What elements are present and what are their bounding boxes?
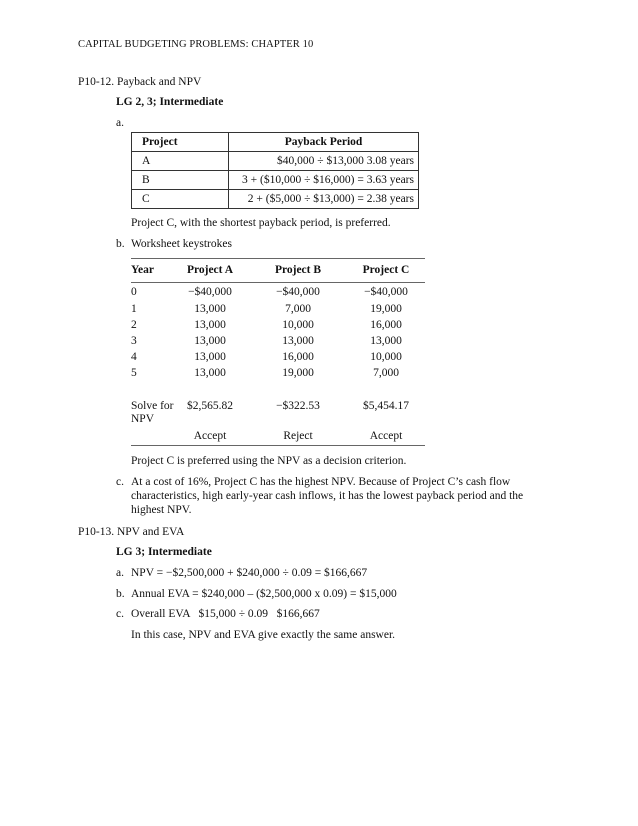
p13-part-a-label: a. bbox=[116, 567, 124, 579]
worksheet-top-rule bbox=[131, 258, 425, 259]
worksheet-header-rule bbox=[131, 282, 425, 283]
p13-part-b-label: b. bbox=[116, 588, 125, 600]
worksheet-project-b-cell: 16,000 bbox=[282, 351, 314, 363]
worksheet-year-cell: 2 bbox=[131, 319, 137, 331]
worksheet-project-c-cell: 10,000 bbox=[370, 351, 402, 363]
worksheet-npv-project-a: $2,565.82 bbox=[187, 400, 233, 412]
learning-goal-p10-13: LG 3; Intermediate bbox=[116, 546, 212, 558]
worksheet-project-a-cell: 13,000 bbox=[194, 335, 226, 347]
worksheet-project-c-cell: 7,000 bbox=[373, 367, 399, 379]
worksheet-bottom-rule bbox=[131, 445, 425, 446]
worksheet-project-b-cell: 19,000 bbox=[282, 367, 314, 379]
worksheet-header-project-c: Project C bbox=[362, 264, 410, 276]
part-c-label: c. bbox=[116, 476, 124, 488]
worksheet-header-project-b: Project B bbox=[274, 264, 322, 276]
part-b-conclusion: Project C is preferred using the NPV as a decision criterion. bbox=[131, 455, 407, 467]
part-b-title: Worksheet keystrokes bbox=[131, 238, 232, 250]
worksheet-project-a-cell: 13,000 bbox=[194, 351, 226, 363]
worksheet-year-cell: 4 bbox=[131, 351, 137, 363]
payback-table bbox=[131, 132, 419, 209]
payback-period-cell: 3 + ($10,000 ÷ $16,000) = 3.63 years bbox=[229, 171, 419, 190]
worksheet-year-cell: 3 bbox=[131, 335, 137, 347]
worksheet-project-a-cell: 13,000 bbox=[194, 303, 226, 315]
worksheet-npv-project-c: $5,454.17 bbox=[363, 400, 409, 412]
worksheet-project-b-cell: 7,000 bbox=[285, 303, 311, 315]
worksheet-npv-project-b: −$322.53 bbox=[276, 400, 320, 412]
worksheet-project-a-cell: 13,000 bbox=[194, 367, 226, 379]
worksheet-project-a-cell: 13,000 bbox=[194, 319, 226, 331]
payback-header-project: Project bbox=[132, 133, 229, 152]
part-a-conclusion: Project C, with the shortest payback period, is preferred. bbox=[131, 217, 391, 229]
worksheet-project-c-cell: −$40,000 bbox=[364, 286, 408, 298]
worksheet-project-a-cell: −$40,000 bbox=[188, 286, 232, 298]
problem-title-p10-13: P10-13. NPV and EVA bbox=[78, 526, 185, 538]
payback-header-period: Payback Period bbox=[229, 133, 419, 152]
table-row bbox=[132, 152, 419, 171]
worksheet-decision-project-a: Accept bbox=[193, 430, 227, 442]
problem-title-p10-12: P10-12. Payback and NPV bbox=[78, 76, 202, 88]
worksheet-solve-label: Solve for bbox=[131, 400, 174, 412]
page-header: CAPITAL BUDGETING PROBLEMS: CHAPTER 10 bbox=[78, 39, 314, 50]
payback-project-cell: A bbox=[132, 152, 229, 171]
worksheet-year-cell: 5 bbox=[131, 367, 137, 379]
p13-part-b-text: Annual EVA = $240,000 – ($2,500,000 x 0.09) = $15,000 bbox=[131, 588, 397, 600]
p13-part-c-label: c. bbox=[116, 608, 124, 620]
p13-part-c-text: Overall EVA $15,000 ÷ 0.09 $166,667 bbox=[131, 608, 320, 620]
payback-project-cell: C bbox=[132, 190, 229, 209]
payback-period-cell: $40,000 ÷ $13,000 3.08 years bbox=[229, 152, 419, 171]
worksheet-header-project-a: Project A bbox=[186, 264, 234, 276]
worksheet-npv-label: NPV bbox=[131, 413, 155, 425]
worksheet-year-cell: 0 bbox=[131, 286, 137, 298]
part-b-label: b. bbox=[116, 238, 125, 250]
worksheet-project-b-cell: −$40,000 bbox=[276, 286, 320, 298]
learning-goal-p10-12: LG 2, 3; Intermediate bbox=[116, 96, 224, 108]
part-a-label: a. bbox=[116, 117, 124, 129]
worksheet-decision-project-b: Reject bbox=[283, 430, 313, 442]
worksheet-project-b-cell: 13,000 bbox=[282, 335, 314, 347]
worksheet-project-c-cell: 13,000 bbox=[370, 335, 402, 347]
p13-part-a-text: NPV = −$2,500,000 + $240,000 ÷ 0.09 = $166,667 bbox=[131, 567, 368, 579]
part-c-text: At a cost of 16%, Project C has the highest NPV. Because of Project C’s cash flow characteristics, high early-year cash inflows, it has the lowest payback period and the highest NPV. bbox=[131, 476, 524, 516]
worksheet-header-year: Year bbox=[131, 264, 154, 276]
worksheet-project-c-cell: 16,000 bbox=[370, 319, 402, 331]
worksheet-year-cell: 1 bbox=[131, 303, 137, 315]
worksheet-project-b-cell: 10,000 bbox=[282, 319, 314, 331]
part-c-paragraph bbox=[116, 475, 526, 517]
table-row bbox=[132, 190, 419, 209]
worksheet-decision-project-c: Accept bbox=[369, 430, 403, 442]
p13-conclusion: In this case, NPV and EVA give exactly the same answer. bbox=[131, 629, 396, 641]
table-row bbox=[132, 171, 419, 190]
payback-project-cell: B bbox=[132, 171, 229, 190]
payback-period-cell: 2 + ($5,000 ÷ $13,000) = 2.38 years bbox=[229, 190, 419, 209]
worksheet-project-c-cell: 19,000 bbox=[370, 303, 402, 315]
payback-table-header bbox=[132, 133, 419, 152]
